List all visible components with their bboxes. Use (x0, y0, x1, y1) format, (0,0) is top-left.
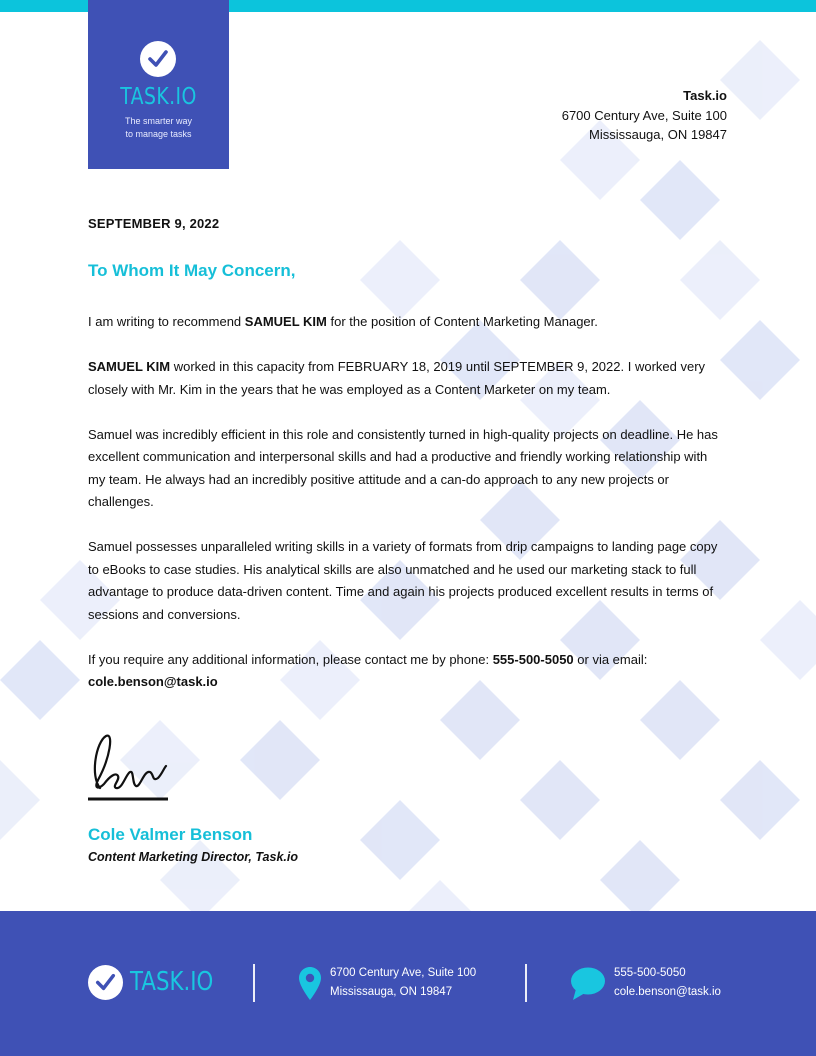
p5-text-mid: or via email: (573, 651, 648, 667)
p5-text: If you require any additional information, please contact me by phone: (88, 651, 493, 667)
p2-text: worked in this capacity from FEBRUARY 18, 2019 until SEPTEMBER 9, 2022. I worked very closely with Mr. Kim in the years that he was employed as a Content Marketer on my team. (88, 359, 706, 397)
footer-divider (253, 964, 255, 1002)
location-pin-icon (299, 967, 321, 1000)
logo-brand-name: TASK.IO (120, 84, 197, 110)
check-circle-icon (88, 965, 123, 1000)
contact-phone: 555-500-5050 (492, 651, 574, 667)
paragraph-3: Samuel was incredibly efficient in this role and consistently turned in high-quality projects on deadline. He has excellent communication and interpersonal skills and had a productive and friendly working relationship with my team. He always had an incredibly positive attitude and a can-do approach to any new projects or challenges. (88, 426, 718, 509)
chat-bubble-icon (571, 967, 605, 1000)
company-address (562, 86, 727, 145)
address-line-1: 6700 Century Ave, Suite 100 (561, 107, 727, 123)
handwritten-signature (86, 728, 172, 804)
footer-email: cole.benson@task.io (614, 986, 721, 998)
footer-phone: 555-500-5050 (614, 967, 686, 979)
logo-tagline (88, 115, 229, 141)
paragraph-4: Samuel possesses unparalleled writing skills in a variety of formats from drip campaigns to landing page copy to eBooks to case studies. His analytical skills are also unmatched and he used our marketing stack to full advantage to produce data-driven content. Time and again his projects produced excellent results in terms of sessions and conversions. (88, 539, 718, 622)
tagline-line-1: The smarter way (124, 116, 193, 126)
check-circle-icon (140, 41, 176, 77)
footer-address-line-2: Mississauga, ON 19847 (330, 986, 453, 998)
signer-title: Content Marketing Director, Task.io (88, 850, 298, 864)
tagline-line-2: to manage tasks (125, 129, 192, 139)
footer-contact (614, 964, 721, 1002)
contact-email: cole.benson@task.io (88, 674, 218, 689)
candidate-name: SAMUEL KIM (88, 359, 171, 374)
footer (0, 911, 816, 1056)
paragraph-5 (88, 649, 728, 694)
letter-body (88, 311, 728, 716)
signer-name: Cole Valmer Benson (88, 825, 253, 844)
p1-text-end: for the position of Content Marketing Manager. (326, 314, 598, 329)
salutation: To Whom It May Concern, (88, 261, 296, 280)
company-name: Task.io (683, 88, 727, 103)
candidate-name: SAMUEL KIM (244, 314, 327, 329)
footer-divider (525, 964, 527, 1002)
paragraph-2 (88, 356, 728, 401)
footer-address (330, 964, 476, 1002)
letter-date: SEPTEMBER 9, 2022 (88, 216, 220, 231)
address-line-2: Mississauga, ON 19847 (588, 127, 727, 142)
p1-text: I am writing to recommend (88, 314, 245, 329)
footer-address-line-1: 6700 Century Ave, Suite 100 (330, 967, 477, 979)
paragraph-1 (88, 311, 728, 334)
footer-brand-name: TASK.IO (130, 967, 214, 997)
header-logo (88, 0, 229, 169)
